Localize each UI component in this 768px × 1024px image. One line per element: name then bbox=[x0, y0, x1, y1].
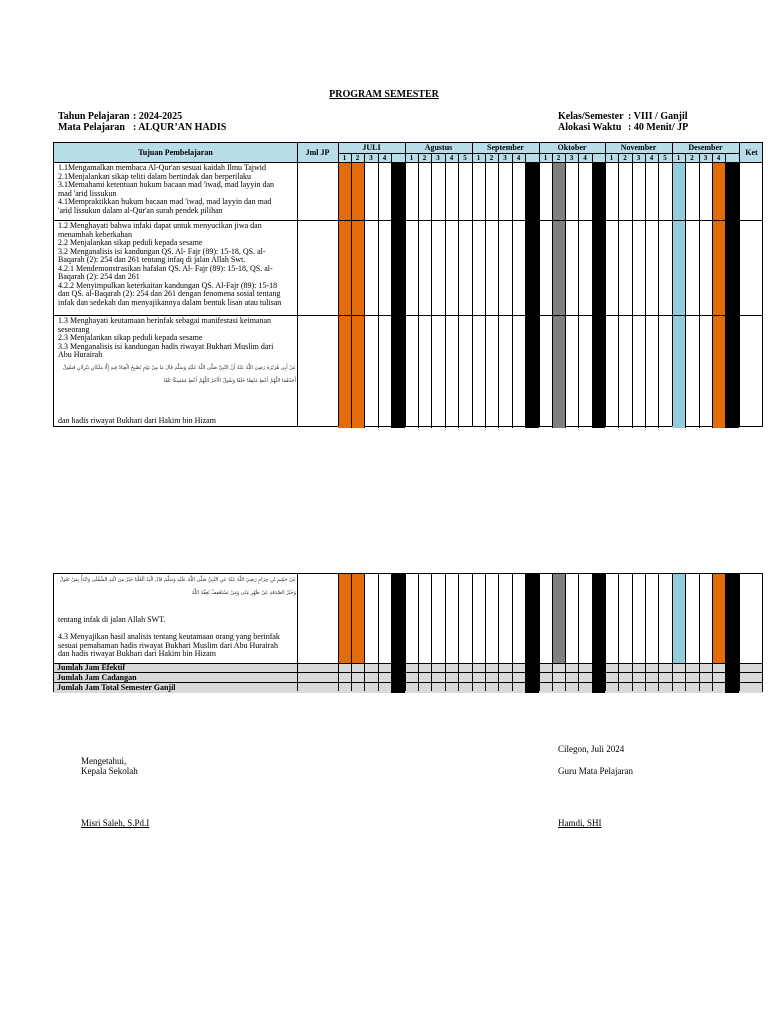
week-num: 4 bbox=[516, 154, 521, 162]
row1-line: mad 'ariḍ lissukun bbox=[58, 188, 117, 198]
row4-line: dan hadis riwayat Bukhari dari Hakim bin Hizam bbox=[58, 649, 216, 658]
week-num: 4 bbox=[583, 154, 587, 162]
row1-line: 1.1Mengamalkan membaca Al-Qur'an sesuai kaidah Ilmu Tajwid bbox=[58, 163, 267, 172]
summary-jam-efektif: Jumlah Jam Efektif bbox=[57, 663, 125, 672]
kelas-value: : VIII / Ganjil bbox=[628, 111, 688, 122]
fill-juli-w2 bbox=[351, 163, 364, 428]
header-jml-jp: Jml JP bbox=[305, 148, 330, 157]
alokasi-value: : 40 Menit/ JP bbox=[628, 122, 689, 133]
row2-tujuan bbox=[58, 222, 294, 307]
week-num: 2 bbox=[556, 154, 561, 162]
row2-line: 2.2 Menjalankan sikap peduli kepada sesame bbox=[58, 238, 203, 247]
row2-line: 3.2 Menganalisis isi kandungan QS. Al- Fajr (89): 15-18, QS. al- bbox=[58, 246, 266, 256]
week-num: 3 bbox=[503, 154, 507, 162]
week-num: 1 bbox=[543, 154, 548, 162]
fill-okt-blank bbox=[592, 574, 605, 663]
tahun-value: : 2024-2025 bbox=[133, 111, 183, 122]
row2-line: Baqarah (2): 254 dan 261 tentang infaq di jalan Allah Swt. bbox=[58, 255, 246, 264]
row2-line: 4.2.1 Mendemonstrasikan hafalan QS. Al- Fajr (89): 15-18, QS. al- bbox=[58, 263, 273, 273]
row2-line: 4.2.2 Menyimpulkan keterkaitan kandungan QS. Al-Fajr (89): 15-18 bbox=[58, 280, 278, 290]
week-num: 5 bbox=[663, 154, 667, 162]
row3-line: Abu Hurairah bbox=[58, 350, 103, 359]
signature-left-block bbox=[81, 756, 138, 776]
fill-des-w4 bbox=[712, 574, 725, 663]
month-juli: JULI bbox=[362, 143, 381, 152]
week-num: 3 bbox=[436, 154, 440, 162]
info-right bbox=[558, 111, 688, 133]
row1-line: 'ariḍ lissukun dalam al-Qur'an surah pendek pilihan bbox=[58, 205, 223, 215]
row4-line: sesuai pemahaman hadis riwayat Bukhari Muslim dari Abu Hurairah bbox=[58, 640, 278, 650]
week-num: 1 bbox=[409, 154, 414, 162]
row3-line: 2.3 Menjalankan sikap peduli kepada sesame bbox=[58, 333, 203, 342]
week-num: 2 bbox=[355, 154, 360, 162]
fill-des-w4 bbox=[712, 163, 725, 428]
header-tujuan: Tujuan Pembelajaran bbox=[138, 148, 213, 157]
row1-line: 3.1Memahami ketentuan hukum bacaan mad 'iwaḍ, mad layyin dan bbox=[58, 180, 275, 189]
guru-name: Hamdi, SHI bbox=[558, 818, 602, 828]
week-num: 3 bbox=[636, 154, 641, 162]
row3-line: seseorang bbox=[58, 324, 90, 334]
month-september: September bbox=[487, 143, 524, 152]
semester-table-part1 bbox=[53, 142, 763, 427]
row4-arabic-hadith: عَنْ حَكِيمِ بْنِ حِزَامٍ رَضِيَ اللَّهُ عَنْهُ عَنِ النَّبِيِّ صَلَّى اللَّهُ عَلَيْهِ وَسَلَّمَ قَالَ الْيَدُ الْعُلْيَا خَيْرٌ مِنَ الْيَدِ السُّفْلَى وَابْدَأْ بِمَنْ تَعُولُ وَخَيْرُ الصَّدَقَةِ عَنْ ظَهْرِ غِنًى وَمَنْ يَسْتَعْفِفْ يُعِفَّهُ اللَّهُ bbox=[59, 577, 296, 596]
week-num: 1 bbox=[676, 154, 681, 162]
row3-tujuan bbox=[58, 317, 294, 360]
week-num: 4 bbox=[649, 154, 654, 162]
row3-last-line: dan hadis riwayat Bukhari dari Hakim bin Hizam bbox=[58, 416, 216, 425]
fill-juli-w1 bbox=[338, 163, 351, 428]
fill-okt-blank bbox=[592, 163, 605, 428]
month-november: November bbox=[620, 143, 657, 152]
fill-okt-w2 bbox=[552, 574, 565, 663]
kepala-sekolah-name: Misri Saleh, S.Pd.I bbox=[81, 818, 150, 828]
summary-jam-cadangan: Jumlah Jam Cadangan bbox=[57, 673, 137, 682]
week-num: 1 bbox=[609, 154, 614, 162]
mengetahui-label: Mengetahui, bbox=[81, 756, 127, 766]
row1-line: 2.1Menjalankan sikap teliti dalam bertindak dan berperilaku bbox=[58, 171, 252, 181]
row3-line: 1.3 Menghayati keutamaan berinfak sebagai manifestasi keimanan bbox=[58, 316, 272, 325]
fill-juli-w2 bbox=[351, 574, 364, 663]
week-num: 1 bbox=[342, 154, 347, 162]
week-num: 2 bbox=[623, 154, 627, 162]
week-num: 2 bbox=[690, 154, 694, 162]
fill-sept-blank bbox=[525, 163, 539, 428]
fill-sept-blank bbox=[525, 574, 539, 663]
row1-tujuan bbox=[58, 164, 294, 215]
page-title: PROGRAM SEMESTER bbox=[329, 89, 439, 100]
row3-arabic-hadith: عَنْ أَبِي هُرَيْرَةَ رَضِيَ اللَّهُ عَنْهُ أَنَّ النَّبِيَّ صَلَّى اللَّهُ عَلَيْهِ وَسَلَّمَ قَالَ مَا مِنْ يَوْمٍ يُصْبِحُ الْعِبَادُ فِيهِ إِلَّا مَلَكَانِ يَنْزِلَانِ فَيَقُولُ أَحَدُهُمَا اللَّهُمَّ أَعْطِ مُنْفِقًا خَلَفًا وَيَقُولُ الْآخَرُ اللَّهُمَّ أَعْطِ مُمْسِكًا تَلَفًا bbox=[62, 365, 296, 384]
week-num: 5 bbox=[463, 154, 467, 162]
header-ket: Ket bbox=[745, 148, 758, 157]
row3-line: 3.3 Menganalisis isi kandungan hadis riwayat Bukhari Muslim dari bbox=[58, 341, 274, 351]
week-num: 2 bbox=[489, 154, 494, 162]
month-oktober: Oktober bbox=[557, 143, 587, 152]
guru-mapel-label: Guru Mata Pelajaran bbox=[558, 766, 633, 776]
month-agustus: Agustus bbox=[424, 143, 453, 152]
row2-line: 1.2 Menghayati bahwa infaki dapat untuk menyucikan jiwa dan bbox=[58, 221, 262, 230]
week-num: 4 bbox=[449, 154, 454, 162]
row2-line: dan QS. al-Baqarah (2): 254 dan 261 dengan fenomena sosial tentang bbox=[58, 289, 281, 298]
mapel-label: Mata Pelajaran bbox=[58, 122, 125, 133]
kepala-sekolah-label: Kepala Sekolah bbox=[81, 766, 138, 776]
week-num: 3 bbox=[703, 154, 708, 162]
summary-jam-total: Jumlah Jam Total Semester Ganjil bbox=[57, 683, 176, 692]
place-date: Cilegon, Juli 2024 bbox=[558, 744, 625, 754]
row2-line: Baqarah (2): 254 dan 261 bbox=[58, 272, 140, 281]
week-num: 1 bbox=[476, 154, 481, 162]
fill-des-blank bbox=[725, 163, 739, 428]
row4-line: tentang infak di jalan Allah SWT. bbox=[58, 615, 166, 624]
week-num: 3 bbox=[369, 154, 373, 162]
row4-line: 4.3 Menyajikan hasil analisis tentang keutamaan orang yang berinfak bbox=[58, 632, 280, 641]
fill-des-w1 bbox=[672, 574, 685, 663]
mapel-value: : ALQUR’AN HADIS bbox=[133, 122, 227, 133]
fill-juli-w1 bbox=[338, 574, 351, 663]
alokasi-label: Alokasi Waktu bbox=[558, 122, 622, 133]
tahun-label: Tahun Pelajaran bbox=[58, 111, 130, 122]
row1-line: 4.1Mempraktikkan hukum bacaan mad 'iwaḍ, mad layyin dan mad bbox=[58, 197, 272, 206]
month-desember: Desember bbox=[688, 143, 723, 152]
week-num: 2 bbox=[422, 154, 427, 162]
row2-line: menambah keberkahan bbox=[58, 229, 132, 239]
fill-juli-blank bbox=[391, 163, 405, 428]
info-left bbox=[58, 111, 226, 133]
fill-des-blank bbox=[725, 574, 739, 663]
row2-line: infak dan sedekah dan menyajikannya dalam bentuk lisan atau tulisan bbox=[58, 297, 282, 307]
fill-okt-w2 bbox=[552, 163, 565, 428]
kelas-label: Kelas/Semester bbox=[558, 111, 624, 122]
fill-des-w1 bbox=[672, 163, 685, 428]
week-num: 3 bbox=[569, 154, 574, 162]
semester-table-part2 bbox=[53, 573, 763, 692]
week-num: 4 bbox=[382, 154, 387, 162]
fill-juli-blank bbox=[391, 574, 405, 663]
row4-tujuan bbox=[58, 616, 294, 659]
week-num: 4 bbox=[716, 154, 721, 162]
